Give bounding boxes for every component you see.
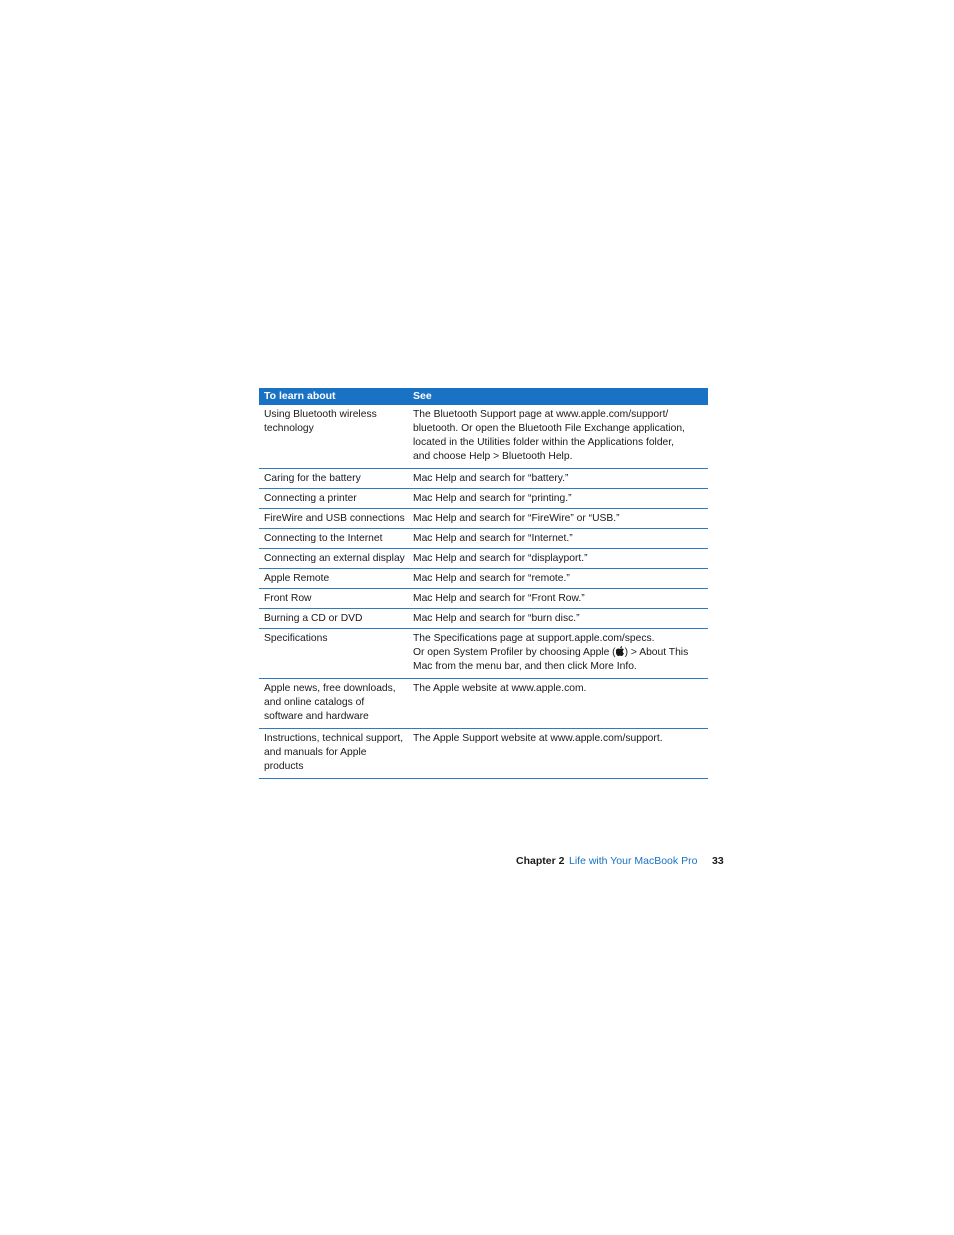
topic-line: software and hardware (264, 711, 369, 722)
see-cell: Mac Help and search for “displayport.” (413, 553, 588, 564)
topic-cell (259, 682, 409, 724)
table-row (259, 729, 708, 779)
topic-line: products (264, 761, 304, 772)
see-cell: Mac Help and search for “battery.” (413, 473, 569, 484)
see-cell: Mac Help and search for “Internet.” (413, 533, 573, 544)
table-row (259, 489, 708, 509)
topic-line: Using Bluetooth wireless (264, 409, 377, 420)
topic-cell: Connecting an external display (264, 553, 405, 564)
see-cell: Mac Help and search for “printing.” (413, 493, 572, 504)
topic-cell: FireWire and USB connections (264, 513, 405, 524)
see-cell (409, 632, 708, 674)
see-cell: The Apple Support website at www.apple.com/support. (413, 733, 663, 744)
header-see: See (413, 390, 432, 402)
topic-line: Apple news, free downloads, (264, 683, 396, 694)
see-line: The Bluetooth Support page at www.apple.com/support/ (413, 409, 669, 420)
see-text: Or open System Profiler by choosing Apple ( (413, 647, 616, 658)
table-header (259, 388, 708, 405)
topic-cell: Caring for the battery (264, 473, 361, 484)
table-row (259, 529, 708, 549)
topic-cell: Apple Remote (264, 573, 330, 584)
topic-line: and online catalogs of (264, 697, 365, 708)
table-row (259, 509, 708, 529)
see-text: ) > About This (624, 647, 689, 658)
apple-logo-icon (616, 646, 625, 656)
see-line: Mac from the menu bar, and then click More Info. (413, 661, 637, 672)
see-line: and choose Help > Bluetooth Help. (413, 451, 573, 462)
table-row (259, 589, 708, 609)
see-cell: Mac Help and search for “FireWire” or “USB.” (413, 513, 620, 524)
topic-cell: Connecting to the Internet (264, 533, 383, 544)
reference-table (259, 388, 708, 779)
see-line: The Specifications page at support.apple.com/specs. (413, 633, 655, 644)
header-to-learn-about: To learn about (264, 390, 336, 402)
table-row (259, 569, 708, 589)
table-row (259, 679, 708, 729)
table-row (259, 609, 708, 629)
table-row (259, 405, 708, 469)
see-line: located in the Utilities folder within the Applications folder, (413, 437, 675, 448)
topic-cell (259, 732, 409, 774)
see-cell: Mac Help and search for “remote.” (413, 573, 570, 584)
see-cell: Mac Help and search for “burn disc.” (413, 613, 580, 624)
see-line: bluetooth. Or open the Bluetooth File Exchange application, (413, 423, 685, 434)
table-row (259, 629, 708, 679)
see-cell (409, 408, 708, 464)
table-row (259, 549, 708, 569)
topic-cell: Burning a CD or DVD (264, 613, 363, 624)
see-cell: Mac Help and search for “Front Row.” (413, 593, 585, 604)
topic-line: Instructions, technical support, (264, 733, 404, 744)
chapter-title: Life with Your MacBook Pro (569, 855, 698, 867)
see-cell: The Apple website at www.apple.com. (413, 683, 587, 694)
table-row (259, 469, 708, 489)
topic-cell: Connecting a printer (264, 493, 357, 504)
topic-cell: Front Row (264, 593, 312, 604)
page-footer (0, 854, 954, 868)
chapter-label: Chapter 2 (516, 855, 565, 867)
topic-cell: Specifications (264, 633, 328, 644)
topic-line: and manuals for Apple (264, 747, 367, 758)
topic-line: technology (264, 423, 314, 434)
see-line (413, 646, 708, 660)
page-number: 33 (712, 855, 724, 867)
topic-cell (259, 408, 409, 464)
